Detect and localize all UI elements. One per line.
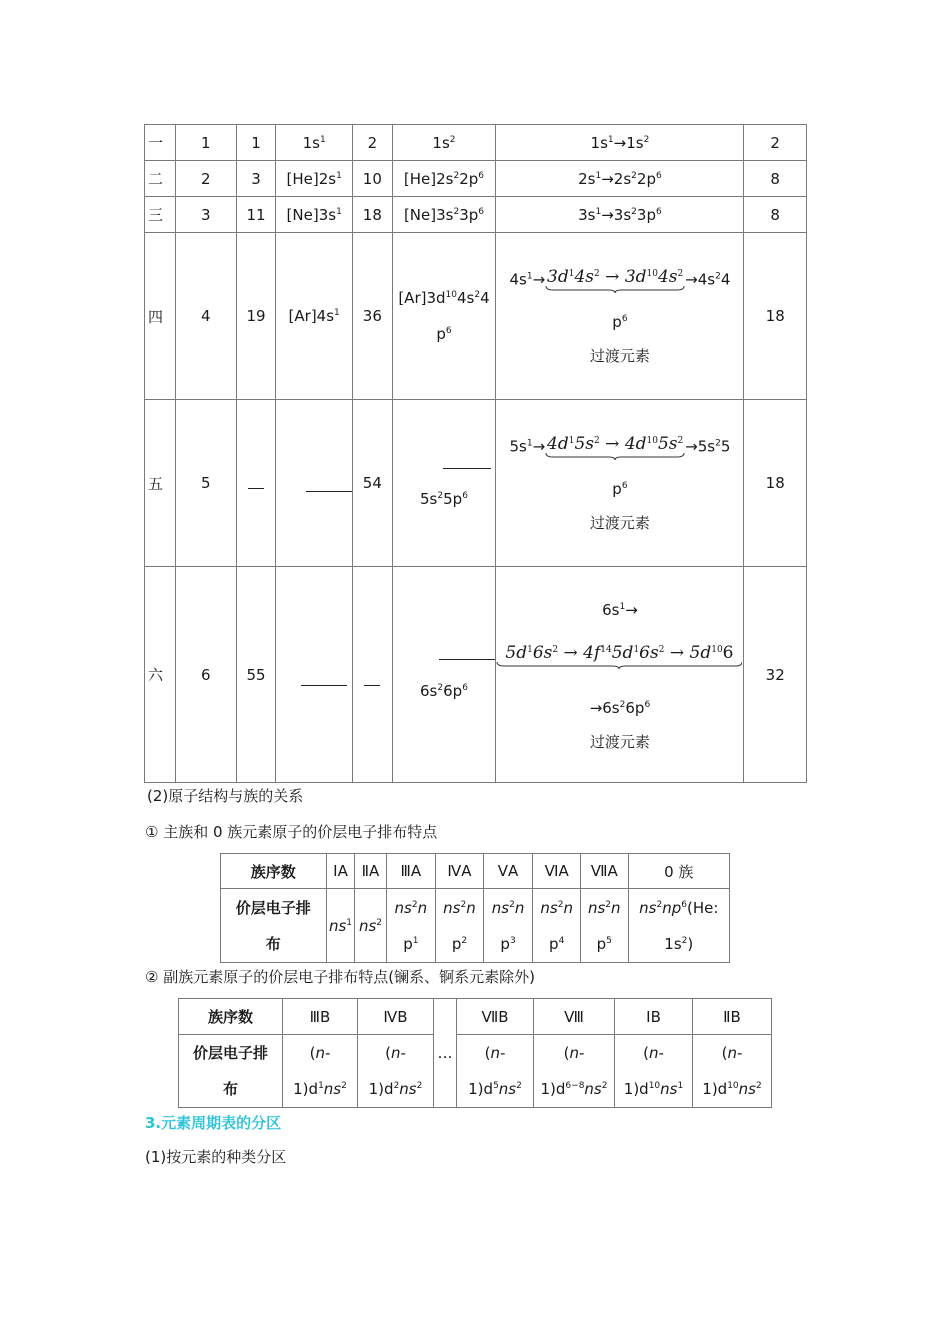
- config-cell: (n- $1)d^2ns^2$: [358, 1035, 434, 1108]
- config-cell: $ns^2$: [355, 889, 386, 963]
- period-number: 6: [175, 567, 236, 783]
- config-evolution: $6s^1\to$ $5d^16s^2 \to 4f^{14}5d^16s^2 \to 5d^{10}6$ $\to 6s^26p^6$ 过渡元素: [496, 567, 744, 783]
- row-header: [179, 1035, 283, 1108]
- start-config: [276, 400, 353, 567]
- config-evolution: $5s^1\to 4d^15s^2 \to 4d^{10}5s^2$ $\to 5s^25$ $p^6$ 过渡元素: [496, 400, 744, 567]
- end-config: $[Ne]3s^23p^6$: [392, 197, 496, 233]
- period-number: 3: [175, 197, 236, 233]
- main-group-config-table: [220, 853, 730, 963]
- config-cell: $ns^1$: [326, 889, 355, 963]
- element-count: 2: [744, 125, 807, 161]
- end-atomic-number: 18: [353, 197, 392, 233]
- config-cell: $ns^2np^6(He$: $1s^2$): [628, 889, 729, 963]
- period-name: 三: [145, 197, 176, 233]
- start-config: $1s^1$: [276, 125, 353, 161]
- config-cell: $ns^2n$ $p^2$: [436, 889, 484, 963]
- period-name: 六: [145, 567, 176, 783]
- group-label: ⅦA: [580, 854, 628, 889]
- config-cell: $ns^2n$ $p^1$: [386, 889, 436, 963]
- end-config: $5s^25p^6$: [392, 400, 496, 567]
- table-row: [221, 889, 730, 963]
- group-label: ⅥA: [533, 854, 581, 889]
- end-atomic-number: 2: [353, 125, 392, 161]
- table-row: [179, 999, 772, 1035]
- start-atomic-number: 11: [236, 197, 275, 233]
- group-label: ⅤA: [483, 854, 533, 889]
- end-atomic-number: 54: [353, 400, 392, 567]
- period-number: 2: [175, 161, 236, 197]
- start-config: $[Ar]4s^1$: [276, 233, 353, 400]
- table-row: [179, 1035, 772, 1108]
- period-name: 一: [145, 125, 176, 161]
- config-cell: (n- $1)d^{6-8}ns^2$: [534, 1035, 615, 1108]
- end-config: $6s^26p^6$: [392, 567, 496, 783]
- group-label: ⅦB: [457, 999, 534, 1035]
- table-row: [145, 400, 807, 567]
- group-label: 0 族: [628, 854, 729, 889]
- ellipsis-cell: …: [434, 999, 457, 1108]
- config-evolution: $4s^1\to 3d^14s^2 \to 3d^{10}4s^2$ $\to 4s^24$ $p^6$ 过渡元素: [496, 233, 744, 400]
- row-header-line: 价层电子排: [192, 1044, 268, 1062]
- section-heading: (2)原子结构与族的关系: [147, 787, 304, 805]
- config-cell: (n- $1)d^{10}ns^1$: [615, 1035, 693, 1108]
- period-name: 五: [145, 400, 176, 567]
- element-count: 8: [744, 197, 807, 233]
- end-atomic-number: 10: [353, 161, 392, 197]
- transition-note: 过渡元素: [589, 513, 650, 532]
- period-structure-table: [144, 124, 807, 783]
- group-label: ⅢB: [283, 999, 358, 1035]
- end-atomic-number: [353, 567, 392, 783]
- end-config: $[Ar]3d^{10}4s^24$ $p^6$: [392, 233, 496, 400]
- table-row: [145, 233, 807, 400]
- start-config: $[Ne]3s^1$: [276, 197, 353, 233]
- table-row: [145, 125, 807, 161]
- config-cell: $ns^2n$ $p^5$: [580, 889, 628, 963]
- period-number: 4: [175, 233, 236, 400]
- config-cell: (n- $1)d^5ns^2$: [457, 1035, 534, 1108]
- table-row: [145, 161, 807, 197]
- period-number: 1: [175, 125, 236, 161]
- config-evolution: $3s^1\to 3s^23p^6$: [496, 197, 744, 233]
- period-name: 四: [145, 233, 176, 400]
- config-cell: $ns^2n$ $p^4$: [533, 889, 581, 963]
- element-count: 18: [744, 233, 807, 400]
- group-label: ⅡB: [693, 999, 772, 1035]
- group-label: ⅣA: [436, 854, 484, 889]
- subsection-heading: ② 副族元素原子的价层电子排布特点(镧系、锕系元素除外): [145, 968, 535, 986]
- end-atomic-number: 36: [353, 233, 392, 400]
- config-cell: $ns^2n$ $p^3$: [483, 889, 533, 963]
- element-count: 18: [744, 400, 807, 567]
- group-label: ⅠB: [615, 999, 693, 1035]
- config-cell: (n- $1)d^{10}ns^2$: [693, 1035, 772, 1108]
- end-config: $1s^2$: [392, 125, 496, 161]
- table-row: [145, 197, 807, 233]
- group-label: ⅡA: [355, 854, 386, 889]
- group-label: ⅢA: [386, 854, 436, 889]
- period-name: 二: [145, 161, 176, 197]
- row-header-line: 价层电子排: [235, 898, 311, 917]
- element-count: 8: [744, 161, 807, 197]
- section-heading: 3.元素周期表的分区: [145, 1114, 282, 1132]
- config-evolution: $1s^1\to 1s^2$: [496, 125, 744, 161]
- start-config: [276, 567, 353, 783]
- subsection-heading: (1)按元素的种类分区: [145, 1148, 287, 1166]
- row-header: 族序数: [221, 854, 327, 889]
- start-atomic-number: 3: [236, 161, 275, 197]
- row-header: 族序数: [179, 999, 283, 1035]
- period-number: 5: [175, 400, 236, 567]
- subsection-heading: ① 主族和 0 族元素原子的价层电子排布特点: [145, 823, 438, 841]
- row-header-line: 布: [265, 934, 281, 953]
- start-config: $[He]2s^1$: [276, 161, 353, 197]
- group-label: Ⅷ: [534, 999, 615, 1035]
- table-row: [221, 854, 730, 889]
- table-row: [145, 567, 807, 783]
- row-header-line: 布: [222, 1080, 238, 1098]
- start-atomic-number: 55: [236, 567, 275, 783]
- start-atomic-number: 19: [236, 233, 275, 400]
- config-evolution: $2s^1\to 2s^22p^6$: [496, 161, 744, 197]
- group-label: ⅣB: [358, 999, 434, 1035]
- config-cell: (n- $1)d^1ns^2$: [283, 1035, 358, 1108]
- row-header: [221, 889, 327, 963]
- transition-note: 过渡元素: [589, 346, 650, 365]
- start-atomic-number: 1: [236, 125, 275, 161]
- start-atomic-number: [236, 400, 275, 567]
- sub-group-config-table: [178, 998, 772, 1108]
- group-label: ⅠA: [326, 854, 355, 889]
- element-count: 32: [744, 567, 807, 783]
- transition-note: 过渡元素: [589, 733, 650, 751]
- end-config: $[He]2s^22p^6$: [392, 161, 496, 197]
